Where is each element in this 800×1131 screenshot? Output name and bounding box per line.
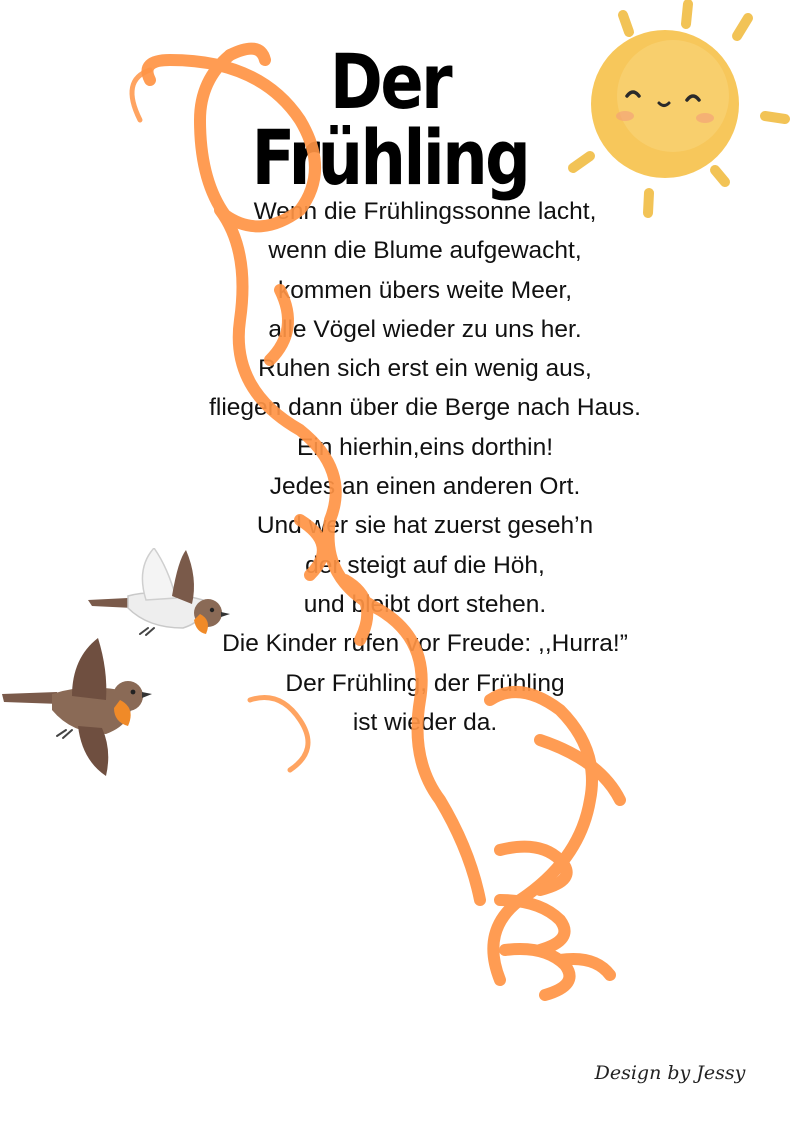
poem-line: kommen übers weite Meer, xyxy=(277,276,573,304)
signature: Design by Jessy xyxy=(594,1062,746,1084)
page-title: Der Frühling xyxy=(251,37,529,202)
poem-line: ist wieder da. xyxy=(352,708,498,736)
poem-line: Jedes an einen anderen Ort. xyxy=(269,473,581,501)
poem-line: fliegen dann über die Berge nach Haus. xyxy=(209,394,641,422)
poem-line: Ein hierhin,eins dorthin! xyxy=(296,433,554,461)
flying-robin-icon xyxy=(2,630,152,780)
poem-line: Die Kinder rufen vor Freude: ,,Hurra!” xyxy=(222,630,628,658)
poem-line: Wenn die Frühlingssonne lacht, xyxy=(253,198,597,225)
poem-line: alle Vögel wieder zu uns her. xyxy=(268,315,582,343)
poem-line: und bleibt dort stehen. xyxy=(303,590,547,618)
poem-line: der steigt auf die Höh, xyxy=(305,551,545,579)
poem-line: Ruhen sich erst ein wenig aus, xyxy=(258,355,592,383)
poem-line: wenn die Blume aufgewacht, xyxy=(268,237,582,265)
poem-line: Und wer sie hat zuerst geseh’n xyxy=(256,512,594,540)
poem-text xyxy=(100,192,750,742)
poem-line: Der Frühling, der Frühling xyxy=(285,669,565,697)
